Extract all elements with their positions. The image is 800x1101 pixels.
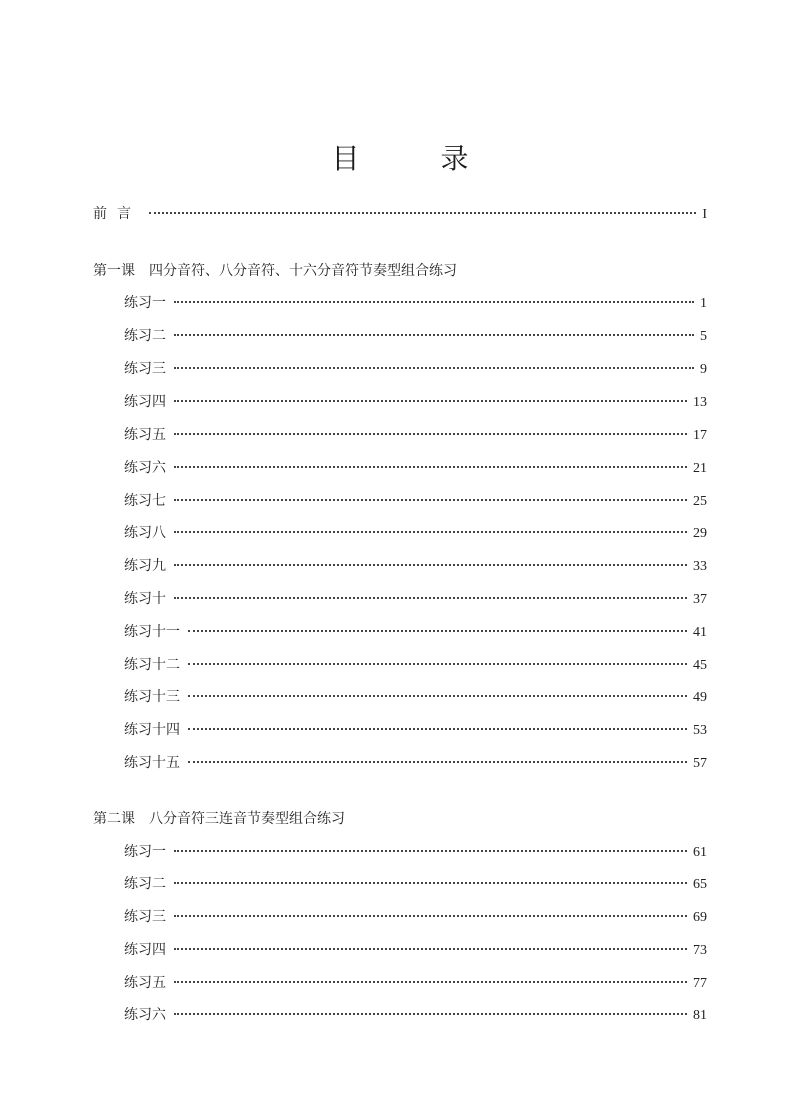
toc-entry-label: 练习七 <box>124 493 166 509</box>
toc-entry[interactable] <box>124 522 707 544</box>
toc-entry[interactable] <box>124 391 707 413</box>
toc-entry-page: 53 <box>693 723 707 738</box>
toc-entry-label: 练习十二 <box>124 657 180 673</box>
dot-leader <box>174 981 687 983</box>
toc-entry[interactable] <box>124 1004 707 1026</box>
toc-entry-page: I <box>702 207 707 222</box>
toc-entry[interactable] <box>124 939 707 961</box>
toc-entry-page: 45 <box>693 658 707 673</box>
toc-entry-label: 练习十一 <box>124 624 180 640</box>
lesson-heading[interactable] <box>93 260 457 282</box>
toc-entry-page: 41 <box>693 625 707 640</box>
toc-entry[interactable] <box>124 555 707 577</box>
dot-leader <box>174 334 694 336</box>
toc-entry[interactable] <box>124 841 707 863</box>
toc-entry-page: 21 <box>693 461 707 476</box>
dot-leader <box>174 433 687 435</box>
toc-entry-label: 练习六 <box>124 1007 166 1023</box>
toc-entry-label: 练习六 <box>124 460 166 476</box>
toc-entry-label: 练习四 <box>124 942 166 958</box>
toc-entry-page: 5 <box>700 329 707 344</box>
dot-leader <box>174 948 687 950</box>
dot-leader <box>174 531 687 533</box>
toc-entry[interactable] <box>124 621 707 643</box>
toc-entry-preface[interactable] <box>93 203 707 225</box>
toc-entry-label: 练习五 <box>124 427 166 443</box>
dot-leader <box>188 695 687 697</box>
toc-entry-page: 49 <box>693 690 707 705</box>
toc-entry[interactable] <box>124 873 707 895</box>
toc-entry-page: 61 <box>693 845 707 860</box>
toc-entry[interactable] <box>124 654 707 676</box>
dot-leader <box>174 1013 687 1015</box>
toc-entry-page: 17 <box>693 428 707 443</box>
dot-leader <box>174 301 694 303</box>
dot-leader <box>174 915 687 917</box>
dot-leader <box>174 597 687 599</box>
toc-entry[interactable] <box>124 719 707 741</box>
dot-leader <box>174 564 687 566</box>
toc-entry[interactable] <box>124 490 707 512</box>
lesson-title: 八分音符三连音节奏型组合练习 <box>149 811 345 827</box>
toc-entry-label: 前言 <box>93 206 141 222</box>
toc-entry-page: 1 <box>700 296 707 311</box>
lesson-title: 四分音符、八分音符、十六分音符节奏型组合练习 <box>149 263 457 279</box>
toc-entry[interactable] <box>124 358 707 380</box>
dot-leader <box>188 761 687 763</box>
toc-entry-label: 练习十五 <box>124 755 180 771</box>
toc-entry[interactable] <box>124 972 707 994</box>
toc-entry-label: 练习五 <box>124 975 166 991</box>
toc-entry[interactable] <box>124 686 707 708</box>
toc-entry-page: 57 <box>693 756 707 771</box>
lesson-heading[interactable] <box>93 808 345 830</box>
toc-entry-page: 77 <box>693 976 707 991</box>
dot-leader <box>174 882 687 884</box>
dot-leader <box>188 663 687 665</box>
toc-entry[interactable] <box>124 752 707 774</box>
toc-entry[interactable] <box>124 325 707 347</box>
dot-leader <box>149 212 696 214</box>
dot-leader <box>188 728 687 730</box>
toc-entry-page: 69 <box>693 910 707 925</box>
toc-entry-page: 13 <box>693 395 707 410</box>
toc-entry-label: 练习三 <box>124 361 166 377</box>
toc-entry-page: 25 <box>693 494 707 509</box>
toc-entry-label: 练习三 <box>124 909 166 925</box>
dot-leader <box>174 367 694 369</box>
toc-entry-page: 81 <box>693 1008 707 1023</box>
toc-entry-page: 65 <box>693 877 707 892</box>
toc-entry-label: 练习二 <box>124 328 166 344</box>
toc-entry-page: 37 <box>693 592 707 607</box>
dot-leader <box>174 400 687 402</box>
toc-entry-label: 练习十三 <box>124 689 180 705</box>
toc-entry-label: 练习二 <box>124 876 166 892</box>
toc-entry-label: 练习九 <box>124 558 166 574</box>
toc-entry[interactable] <box>124 424 707 446</box>
toc-entry-page: 33 <box>693 559 707 574</box>
toc-entry-label: 练习四 <box>124 394 166 410</box>
toc-entry[interactable] <box>124 906 707 928</box>
toc-entry[interactable] <box>124 292 707 314</box>
dot-leader <box>174 466 687 468</box>
toc-entry-label: 练习一 <box>124 844 166 860</box>
dot-leader <box>188 630 687 632</box>
toc-entry-label: 练习八 <box>124 525 166 541</box>
lesson-number: 第一课 <box>93 263 135 279</box>
toc-entry-label: 练习十 <box>124 591 166 607</box>
lesson-number: 第二课 <box>93 811 135 827</box>
dot-leader <box>174 499 687 501</box>
dot-leader <box>174 850 687 852</box>
toc-entry-label: 练习十四 <box>124 722 180 738</box>
toc-entry-page: 9 <box>700 362 707 377</box>
toc-entry[interactable] <box>124 457 707 479</box>
page-title: 目 录 <box>331 141 505 175</box>
toc-entry[interactable] <box>124 588 707 610</box>
toc-entry-page: 73 <box>693 943 707 958</box>
toc-entry-page: 29 <box>693 526 707 541</box>
toc-entry-label: 练习一 <box>124 295 166 311</box>
